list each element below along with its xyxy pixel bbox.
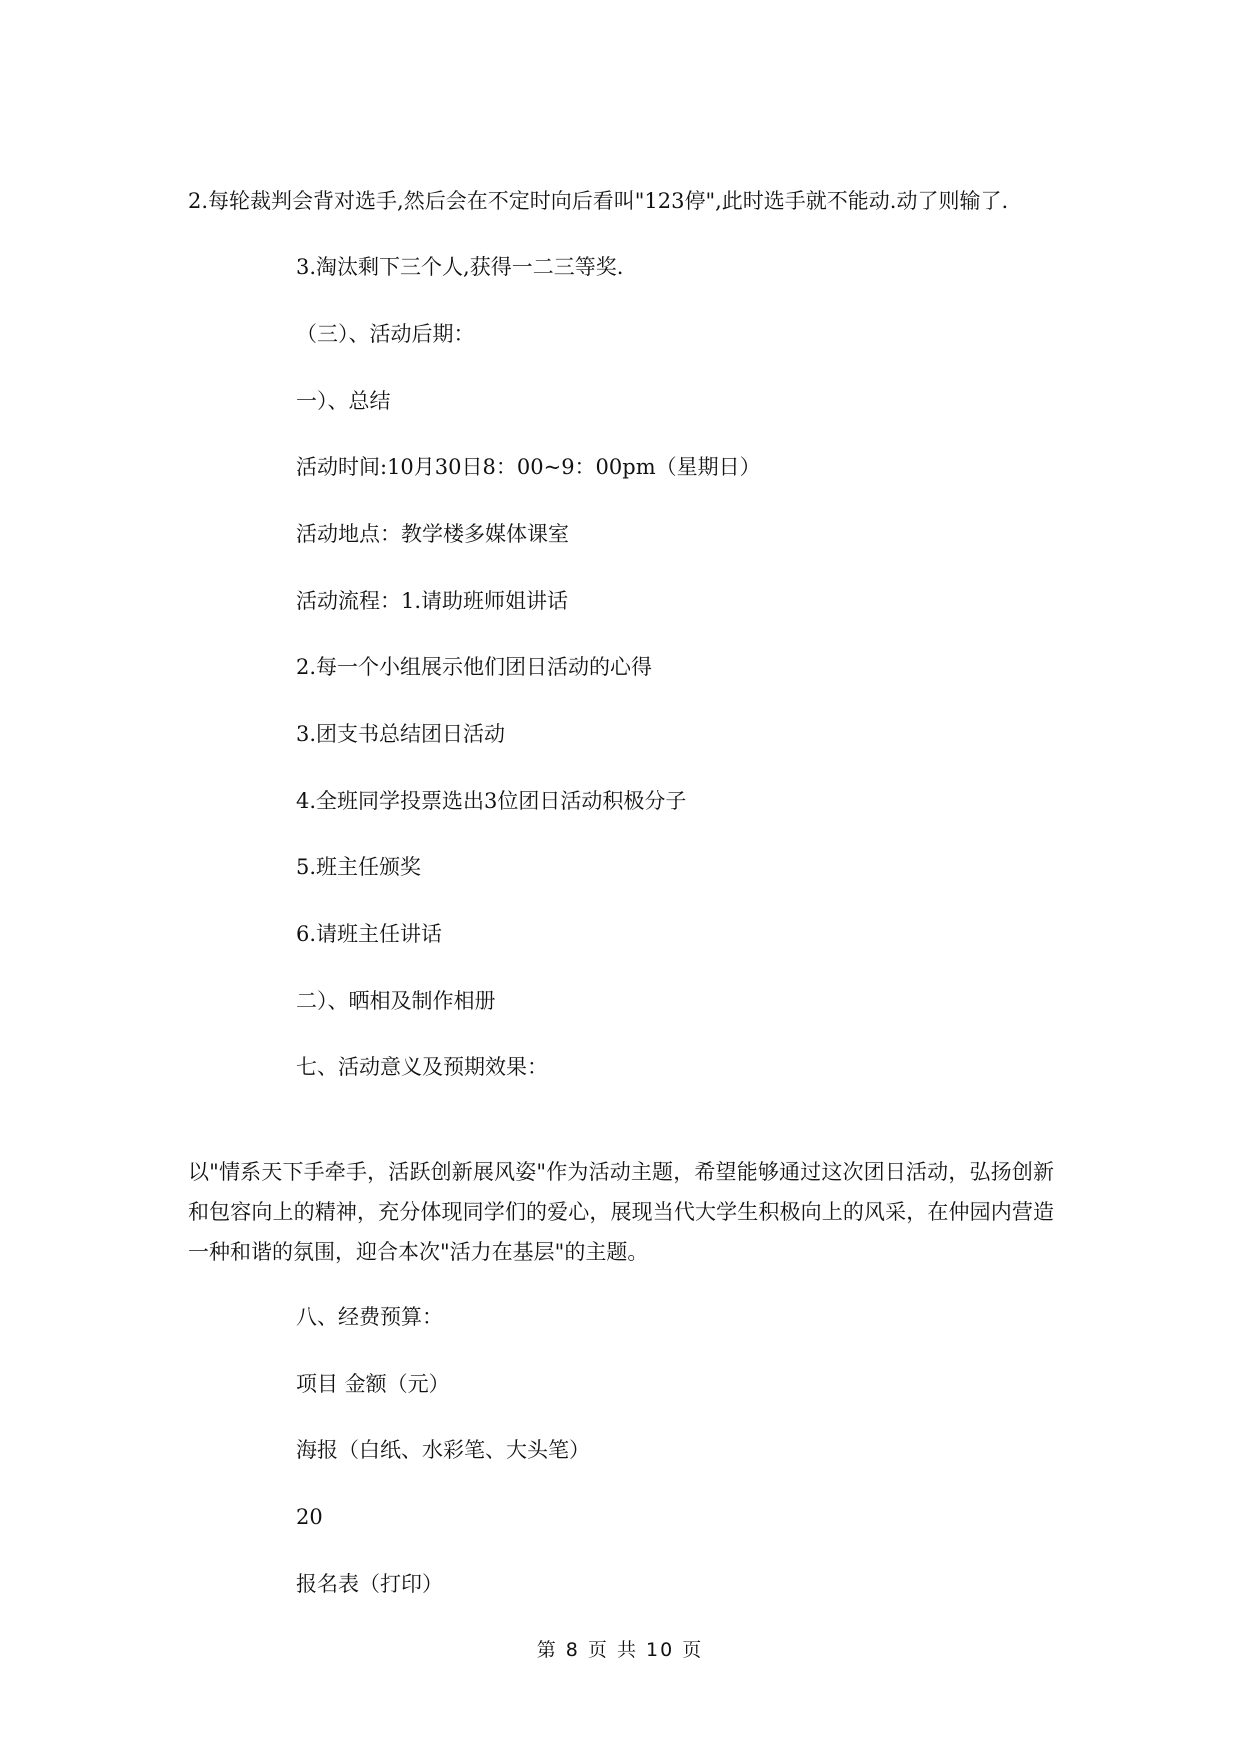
subheading-photo-album: 二）、晒相及制作相册 [296,989,496,1013]
section-heading-significance: 七、活动意义及预期效果： [296,1055,548,1079]
budget-item-poster: 海报（白纸、水彩笔、大头笔） [296,1438,590,1462]
footer-current-page: 8 [565,1639,580,1661]
process-step-2: 2.每一个小组展示他们团日活动的心得 [296,655,653,679]
activity-process: 活动流程：1.请助班师姐讲话 [296,589,569,613]
footer-prefix: 第 [536,1639,558,1661]
rule-item-3: 3.淘汰剩下三个人,获得一二三等奖. [296,255,624,279]
subheading-summary: 一）、总结 [296,389,391,413]
footer-mid: 页 共 [587,1639,638,1661]
process-step-6: 6.请班主任讲话 [296,922,443,946]
rule-item-2: 2.每轮裁判会背对选手,然后会在不定时向后看叫"123停",此时选手就不能动.动了则输了. [188,189,1009,213]
budget-table-header: 项目 金额（元） [296,1372,450,1396]
process-step-4: 4.全班同学投票选出3位团日活动积极分子 [296,789,687,813]
page-footer [0,1637,1240,1663]
activity-location: 活动地点：教学楼多媒体课室 [296,522,569,546]
process-step-5: 5.班主任颁奖 [296,855,422,879]
section-heading-later-stage: （三）、活动后期： [296,322,475,346]
footer-total-pages: 10 [646,1639,675,1661]
budget-item-form: 报名表（打印） [296,1572,443,1596]
section-heading-budget: 八、经费预算： [296,1305,443,1329]
budget-amount-poster: 20 [296,1505,323,1529]
footer-suffix: 页 [682,1639,704,1661]
process-step-3: 3.团支书总结团日活动 [296,722,506,746]
significance-paragraph: 以"情系天下手牵手，活跃创新展风姿"作为活动主题，希望能够通过这次团日活动，弘扬创新和包容向上的精神，充分体现同学们的爱心，展现当代大学生积极向上的风采，在仲园内营造一种和谐的氛围，迎合本次"活力在基层"的主题。 [188,1160,1054,1264]
activity-time: 活动时间:10月30日8：00~9：00pm（星期日） [296,455,761,479]
